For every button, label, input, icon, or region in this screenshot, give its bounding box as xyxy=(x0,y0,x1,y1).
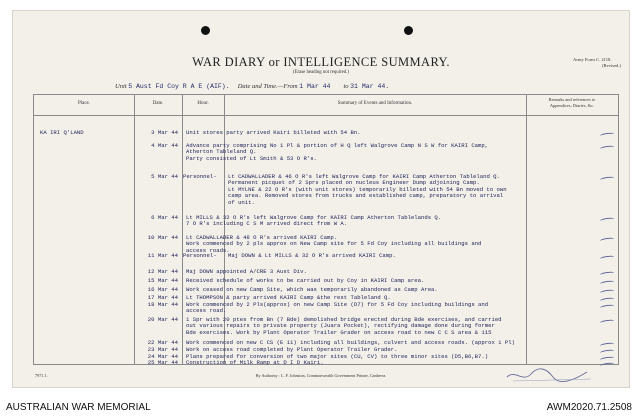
margin-tick-mark xyxy=(600,176,614,182)
header-remarks xyxy=(526,97,618,108)
entry-summary-line: Construction of Milk Ramp at D I D Kairi. xyxy=(186,360,324,366)
header-place: Place. xyxy=(77,101,91,106)
entry-date: 15 Mar 44 xyxy=(147,277,178,284)
entry-summary-line: Lt CADWALLADER & 46 O R's left Walgrove Camp for KAIRI Camp Atherton Tableland Q. xyxy=(228,174,500,180)
entry-summary-line: of unit. xyxy=(228,199,255,206)
entry-summary-line: Atherton Tableland Q. xyxy=(186,149,257,156)
entry-summary xyxy=(186,143,524,162)
entry-summary-line: access roads. xyxy=(186,247,230,254)
form-number: Army Form C. 2118. xyxy=(573,57,612,62)
header-hour: Hour. xyxy=(197,101,209,106)
entry-date: 4 Mar 44 xyxy=(151,142,178,149)
entry-summary-line: Plans prepared for conversion of two major sites (CU, CV) to three minor sites (D5,B6,B7.) xyxy=(186,354,489,360)
entry-summary-line: out various repairs to private property (Juara Pocket), rectifying damage done during former xyxy=(186,323,495,330)
margin-tick-mark xyxy=(600,342,614,348)
archive-credit: AUSTRALIAN WAR MEMORIAL xyxy=(6,402,151,413)
entry-date: 23 Mar 44 xyxy=(147,346,178,353)
entry-date: 25 Mar 44 xyxy=(147,359,178,366)
document-title: WAR DIARY or INTELLIGENCE SUMMARY. xyxy=(192,55,450,69)
entry-summary-line: Lt MILLS & 32 O R's left Walgrove Camp for KAIRI Camp Atherton Tablelands Q. xyxy=(186,215,442,221)
entry-summary xyxy=(186,130,524,136)
diary-page xyxy=(12,10,630,388)
entry-summary-line: Unit stores party arrived Kairi billeted with 54 Bn. xyxy=(186,130,361,136)
entry-summary-line: Advance party comprising No 1 Pl & portion of H Q left Walgrove Camp N S W for KAIRI Camp, xyxy=(186,143,489,149)
header-date: Date. xyxy=(152,101,164,106)
entry-summary xyxy=(186,347,524,353)
punch-hole xyxy=(404,26,413,35)
entry-summary xyxy=(186,302,524,315)
margin-tick-mark xyxy=(600,319,614,325)
margin-tick-mark xyxy=(600,349,614,355)
margin-tick-mark xyxy=(600,255,614,261)
entry-summary-line: access road. xyxy=(186,308,227,315)
entry-summary xyxy=(186,235,524,254)
entry-summary-line: Lt MYLNE & 22 O R's (with unit stores) temporarily billeted with 54 Bn moved to own xyxy=(228,186,507,193)
margin-tick-mark xyxy=(600,304,614,310)
margin-tick-mark xyxy=(600,237,614,243)
entry-summary-line: Party consisted of Lt Smith & 53 O R's. xyxy=(186,155,317,162)
entry-summary-line: Work ceased on new Camp Site, which was temporarily abandoned as Camp Area. xyxy=(186,287,438,293)
entry-summary-line: Received schedule of works to be carried out by Coy in KAIRI Camp area. xyxy=(186,278,425,284)
diary-table xyxy=(33,94,619,365)
entry-date: 22 Mar 44 xyxy=(147,339,178,346)
print-code: 7971.1. xyxy=(35,373,48,378)
margin-tick-mark xyxy=(600,362,614,368)
entry-summary xyxy=(228,253,524,259)
entry-summary-line: Permanent picquet of 2 Sprs placed on nucleus Engineer Dump adjoining Camp. xyxy=(228,180,480,187)
entry-date: 16 Mar 44 xyxy=(147,286,178,293)
unit-line xyxy=(115,83,389,90)
entry-summary xyxy=(186,269,524,275)
column-divider xyxy=(182,95,183,364)
entry-summary xyxy=(186,295,524,301)
entry-summary-line: 1 Spr with 20 ptes from Bn (7 Bde) demolished bridge erected during Bde exercises, and carried xyxy=(186,317,502,323)
entry-summary-line: 7 O R's including C S M arrived direct from W A. xyxy=(186,221,348,228)
form-note: (Revised.) xyxy=(601,63,621,68)
margin-tick-mark xyxy=(600,145,614,151)
margin-tick-mark xyxy=(600,280,614,286)
entry-summary-line: Lt CADWALLADER & 48 O R's arrived KAIRI Camp. xyxy=(186,235,338,241)
entry-date: 11 Mar 44 xyxy=(147,252,178,259)
unit-value: 5 Aust Fd Coy R A E (AIF). xyxy=(128,83,230,90)
entry-summary-line: camp area. Removed stores from trucks and established camp, preparatory to arrival xyxy=(228,193,504,200)
header-remarks-line-2: Appendices, Diaries, &c. xyxy=(549,102,595,108)
column-divider xyxy=(526,95,527,364)
table-header xyxy=(34,95,618,116)
margin-tick-mark xyxy=(600,271,614,277)
entry-summary-line: Maj DOWN & Lt MILLS & 32 O R's arrived KAIRI Camp. xyxy=(228,253,396,259)
entry-summary-line: Lt THOMPSON & party arrived KAIRI Camp &the rest Tableland Q. xyxy=(186,295,391,301)
archive-reference: AWM2020.71.2508 xyxy=(546,402,632,413)
date-to: 31 Mar 44. xyxy=(350,83,390,90)
entry-summary-line: Work on access road completed by Plant Operator Trailer Grader. xyxy=(186,347,398,353)
entry-summary xyxy=(186,278,524,284)
entry-hour: Personnel- xyxy=(183,173,217,180)
margin-tick-mark xyxy=(600,132,614,138)
entry-summary-line: Work commenced on new C CS (E 11) including all buildings, culvert and access roads. (approx 1 Pl) xyxy=(186,340,515,346)
entry-date: 6 Mar 44 xyxy=(151,214,178,221)
printer-authority: By Authority : L. F. Johnston, Commonwealth Government Printer, Canberra. xyxy=(255,373,387,378)
margin-tick-mark xyxy=(600,297,614,303)
entry-date: 5 Mar 44 xyxy=(151,173,178,180)
date-from: 1 Mar 44 xyxy=(299,83,331,90)
entry-summary xyxy=(186,360,524,366)
datetime-label: Date and Time.—From xyxy=(237,83,298,90)
document-subtitle: (Erase heading not required.) xyxy=(293,70,349,75)
entry-summary xyxy=(186,215,524,228)
entry-summary-line: Work commenced by 2 Pls(approx) on new Camp Site (D7) for 5 Fd Coy including buildings and xyxy=(186,302,489,308)
entry-summary-line: Maj DOWN appointed A/CRE 3 Aust Div. xyxy=(186,269,307,275)
entry-place: KA IRI Q'LAND xyxy=(40,129,84,136)
margin-tick-mark xyxy=(600,356,614,362)
entry-date: 17 Mar 44 xyxy=(147,294,178,301)
entry-date: 20 Mar 44 xyxy=(147,316,178,323)
entry-date: 18 Mar 44 xyxy=(147,301,178,308)
entry-summary-line: Work commenced by 2 pls approx on New Camp site for 5 Fd Coy including all buildings and xyxy=(186,241,482,248)
entry-summary xyxy=(186,287,524,293)
margin-tick-mark xyxy=(600,289,614,295)
form-number-block xyxy=(573,57,621,69)
entry-date: 12 Mar 44 xyxy=(147,268,178,275)
entry-date: 10 Mar 44 xyxy=(147,234,178,241)
entry-summary xyxy=(186,340,524,346)
to-label: to xyxy=(343,83,349,90)
header-summary: Summary of Events and Information. xyxy=(337,101,413,106)
header-remarks-line-1: Remarks and references to xyxy=(548,97,596,102)
margin-tick-mark xyxy=(600,217,614,223)
entry-summary-line: Bde exercises. Work by Plant Operator Trailer Grader on access road to new C C S area & 115 xyxy=(186,329,492,336)
entry-hour: Personnel- xyxy=(183,252,217,259)
punch-hole xyxy=(201,26,210,35)
entry-summary xyxy=(186,317,524,336)
entry-summary xyxy=(228,174,524,206)
unit-label: Unit xyxy=(115,83,127,90)
entry-date: 24 Mar 44 xyxy=(147,353,178,360)
entry-date: 3 Mar 44 xyxy=(151,129,178,136)
